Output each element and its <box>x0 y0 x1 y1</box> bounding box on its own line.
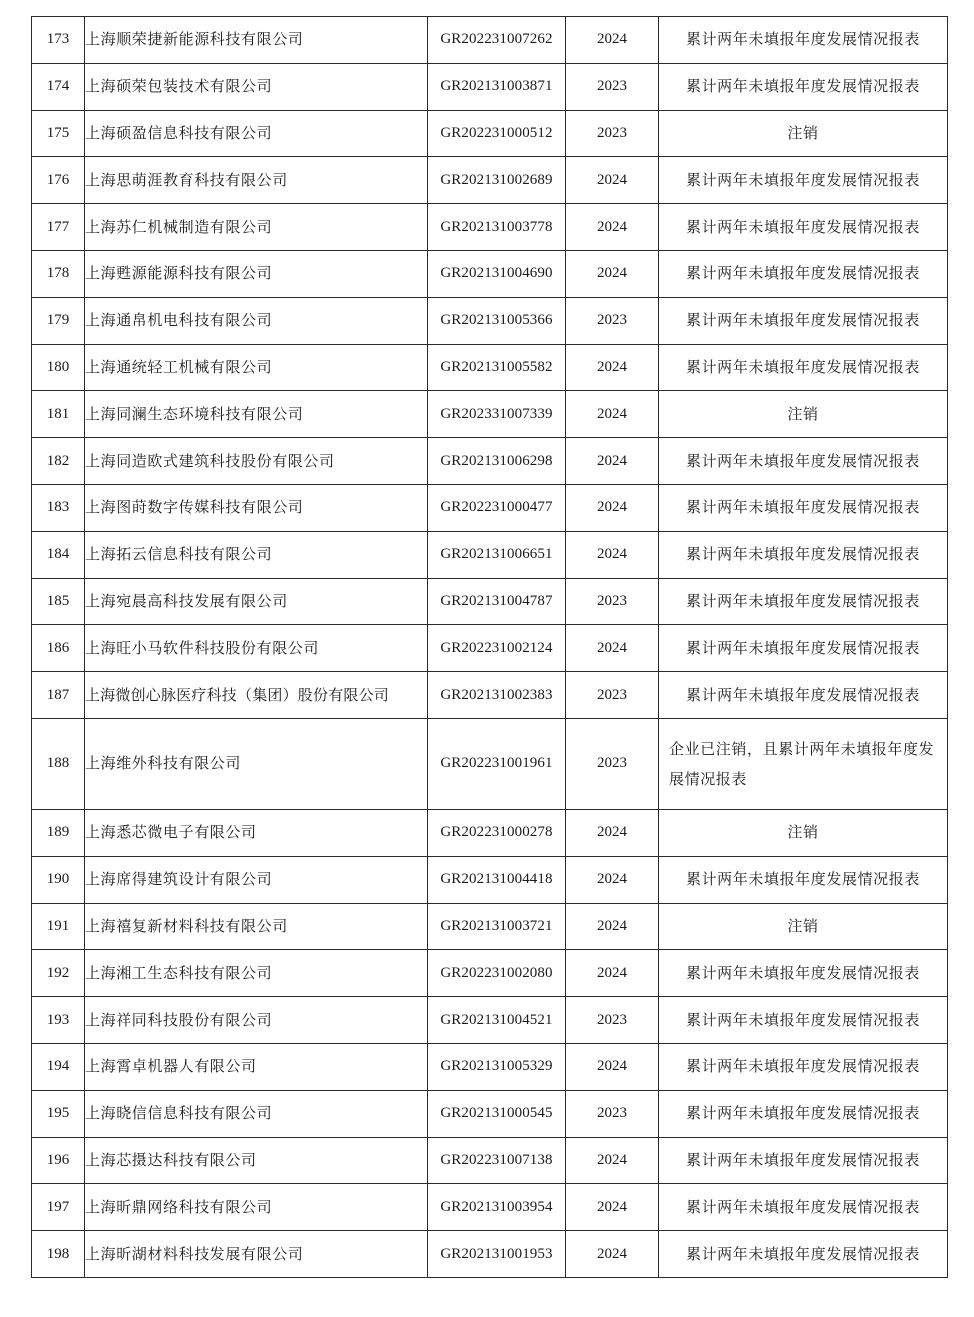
certificate-number: GR202231002080 <box>428 950 566 997</box>
table-row <box>32 856 948 903</box>
reason: 累计两年未填报年度发展情况报表 <box>659 484 948 531</box>
year: 2024 <box>566 344 659 391</box>
year: 2024 <box>566 484 659 531</box>
table-row <box>32 391 948 438</box>
year: 2024 <box>566 950 659 997</box>
company-name: 上海昕湖材料科技发展有限公司 <box>85 1231 428 1278</box>
year: 2024 <box>566 391 659 438</box>
reason: 注销 <box>659 110 948 157</box>
company-name: 上海禧复新材料科技有限公司 <box>85 903 428 950</box>
table-row <box>32 718 948 809</box>
year: 2024 <box>566 250 659 297</box>
reason: 累计两年未填报年度发展情况报表 <box>659 157 948 204</box>
year: 2023 <box>566 110 659 157</box>
company-name: 上海维外科技有限公司 <box>85 718 428 809</box>
reason: 累计两年未填报年度发展情况报表 <box>659 531 948 578</box>
company-name: 上海思萌涯教育科技有限公司 <box>85 157 428 204</box>
certificate-number: GR202231000512 <box>428 110 566 157</box>
year: 2023 <box>566 578 659 625</box>
table-row <box>32 531 948 578</box>
reason: 累计两年未填报年度发展情况报表 <box>659 297 948 344</box>
row-number: 191 <box>32 903 85 950</box>
row-number: 173 <box>32 17 85 64</box>
company-name: 上海昕鼎网络科技有限公司 <box>85 1184 428 1231</box>
reason: 注销 <box>659 809 948 856</box>
company-name: 上海通统轻工机械有限公司 <box>85 344 428 391</box>
year: 2024 <box>566 1231 659 1278</box>
row-number: 186 <box>32 625 85 672</box>
table-row <box>32 110 948 157</box>
table-row <box>32 204 948 251</box>
certificate-number: GR202131005366 <box>428 297 566 344</box>
year: 2024 <box>566 157 659 204</box>
company-name: 上海顺荣捷新能源科技有限公司 <box>85 17 428 64</box>
row-number: 192 <box>32 950 85 997</box>
reason: 累计两年未填报年度发展情况报表 <box>659 578 948 625</box>
certificate-number: GR202131002689 <box>428 157 566 204</box>
row-number: 177 <box>32 204 85 251</box>
certificate-number: GR202131003954 <box>428 1184 566 1231</box>
company-name: 上海旺小马软件科技股份有限公司 <box>85 625 428 672</box>
certificate-number: GR202231007138 <box>428 1137 566 1184</box>
company-table <box>31 16 948 1278</box>
reason: 累计两年未填报年度发展情况报表 <box>659 344 948 391</box>
year: 2024 <box>566 17 659 64</box>
company-name: 上海图莳数字传媒科技有限公司 <box>85 484 428 531</box>
table-row <box>32 1137 948 1184</box>
reason: 企业已注销，且累计两年未填报年度发展情况报表 <box>659 718 948 809</box>
year: 2024 <box>566 1043 659 1090</box>
company-name: 上海宛晨高科技发展有限公司 <box>85 578 428 625</box>
company-name: 上海霄卓机器人有限公司 <box>85 1043 428 1090</box>
year: 2023 <box>566 997 659 1044</box>
certificate-number: GR202231000278 <box>428 809 566 856</box>
table-row <box>32 250 948 297</box>
table-row <box>32 997 948 1044</box>
company-name: 上海硕荣包装技术有限公司 <box>85 63 428 110</box>
table-row <box>32 63 948 110</box>
table-row <box>32 1090 948 1137</box>
row-number: 195 <box>32 1090 85 1137</box>
row-number: 180 <box>32 344 85 391</box>
row-number: 187 <box>32 672 85 719</box>
row-number: 174 <box>32 63 85 110</box>
company-name: 上海悉芯微电子有限公司 <box>85 809 428 856</box>
certificate-number: GR202131003871 <box>428 63 566 110</box>
year: 2024 <box>566 856 659 903</box>
table-row <box>32 438 948 485</box>
table-row <box>32 950 948 997</box>
reason: 注销 <box>659 391 948 438</box>
company-name: 上海微创心脉医疗科技（集团）股份有限公司 <box>85 672 428 719</box>
certificate-number: GR202131005582 <box>428 344 566 391</box>
table-row <box>32 157 948 204</box>
row-number: 179 <box>32 297 85 344</box>
year: 2024 <box>566 204 659 251</box>
company-name: 上海芯摄达科技有限公司 <box>85 1137 428 1184</box>
year: 2024 <box>566 809 659 856</box>
year: 2023 <box>566 1090 659 1137</box>
company-name: 上海硕盈信息科技有限公司 <box>85 110 428 157</box>
year: 2024 <box>566 531 659 578</box>
row-number: 184 <box>32 531 85 578</box>
row-number: 198 <box>32 1231 85 1278</box>
reason: 累计两年未填报年度发展情况报表 <box>659 250 948 297</box>
reason: 累计两年未填报年度发展情况报表 <box>659 1090 948 1137</box>
company-name: 上海晓信信息科技有限公司 <box>85 1090 428 1137</box>
reason: 累计两年未填报年度发展情况报表 <box>659 997 948 1044</box>
company-name: 上海席得建筑设计有限公司 <box>85 856 428 903</box>
company-table-body <box>32 17 948 1278</box>
row-number: 197 <box>32 1184 85 1231</box>
row-number: 175 <box>32 110 85 157</box>
company-name: 上海通帛机电科技有限公司 <box>85 297 428 344</box>
table-row <box>32 1043 948 1090</box>
company-name: 上海祥同科技股份有限公司 <box>85 997 428 1044</box>
company-name: 上海拓云信息科技有限公司 <box>85 531 428 578</box>
table-row <box>32 903 948 950</box>
reason: 累计两年未填报年度发展情况报表 <box>659 1184 948 1231</box>
reason: 累计两年未填报年度发展情况报表 <box>659 856 948 903</box>
year: 2024 <box>566 1184 659 1231</box>
row-number: 190 <box>32 856 85 903</box>
company-name: 上海同造欧式建筑科技股份有限公司 <box>85 438 428 485</box>
row-number: 182 <box>32 438 85 485</box>
table-row <box>32 344 948 391</box>
row-number: 183 <box>32 484 85 531</box>
row-number: 189 <box>32 809 85 856</box>
certificate-number: GR202131006298 <box>428 438 566 485</box>
table-row <box>32 809 948 856</box>
reason: 累计两年未填报年度发展情况报表 <box>659 17 948 64</box>
certificate-number: GR202131002383 <box>428 672 566 719</box>
company-name: 上海甦源能源科技有限公司 <box>85 250 428 297</box>
certificate-number: GR202131004418 <box>428 856 566 903</box>
table-row <box>32 297 948 344</box>
row-number: 185 <box>32 578 85 625</box>
row-number: 181 <box>32 391 85 438</box>
table-row <box>32 1231 948 1278</box>
reason: 累计两年未填报年度发展情况报表 <box>659 625 948 672</box>
year: 2023 <box>566 63 659 110</box>
reason: 累计两年未填报年度发展情况报表 <box>659 1137 948 1184</box>
certificate-number: GR202131004690 <box>428 250 566 297</box>
certificate-number: GR202131004521 <box>428 997 566 1044</box>
certificate-number: GR202231000477 <box>428 484 566 531</box>
year: 2024 <box>566 438 659 485</box>
certificate-number: GR202131003778 <box>428 204 566 251</box>
certificate-number: GR202231002124 <box>428 625 566 672</box>
company-name: 上海湘工生态科技有限公司 <box>85 950 428 997</box>
table-row <box>32 578 948 625</box>
reason: 累计两年未填报年度发展情况报表 <box>659 438 948 485</box>
reason: 累计两年未填报年度发展情况报表 <box>659 1231 948 1278</box>
reason: 累计两年未填报年度发展情况报表 <box>659 63 948 110</box>
year: 2024 <box>566 903 659 950</box>
table-row <box>32 625 948 672</box>
year: 2024 <box>566 1137 659 1184</box>
table-row <box>32 672 948 719</box>
certificate-number: GR202131000545 <box>428 1090 566 1137</box>
certificate-number: GR202231001961 <box>428 718 566 809</box>
reason: 注销 <box>659 903 948 950</box>
certificate-number: GR202131004787 <box>428 578 566 625</box>
certificate-number: GR202331007339 <box>428 391 566 438</box>
row-number: 196 <box>32 1137 85 1184</box>
year: 2023 <box>566 672 659 719</box>
company-name: 上海苏仁机械制造有限公司 <box>85 204 428 251</box>
table-row <box>32 484 948 531</box>
year: 2023 <box>566 297 659 344</box>
row-number: 193 <box>32 997 85 1044</box>
certificate-number: GR202131006651 <box>428 531 566 578</box>
reason: 累计两年未填报年度发展情况报表 <box>659 672 948 719</box>
reason: 累计两年未填报年度发展情况报表 <box>659 204 948 251</box>
table-row <box>32 1184 948 1231</box>
reason: 累计两年未填报年度发展情况报表 <box>659 950 948 997</box>
certificate-number: GR202131005329 <box>428 1043 566 1090</box>
year: 2023 <box>566 718 659 809</box>
certificate-number: GR202131001953 <box>428 1231 566 1278</box>
table-row <box>32 17 948 64</box>
company-name: 上海同澜生态环境科技有限公司 <box>85 391 428 438</box>
certificate-number: GR202131003721 <box>428 903 566 950</box>
certificate-number: GR202231007262 <box>428 17 566 64</box>
row-number: 176 <box>32 157 85 204</box>
reason: 累计两年未填报年度发展情况报表 <box>659 1043 948 1090</box>
row-number: 178 <box>32 250 85 297</box>
row-number: 188 <box>32 718 85 809</box>
row-number: 194 <box>32 1043 85 1090</box>
year: 2024 <box>566 625 659 672</box>
